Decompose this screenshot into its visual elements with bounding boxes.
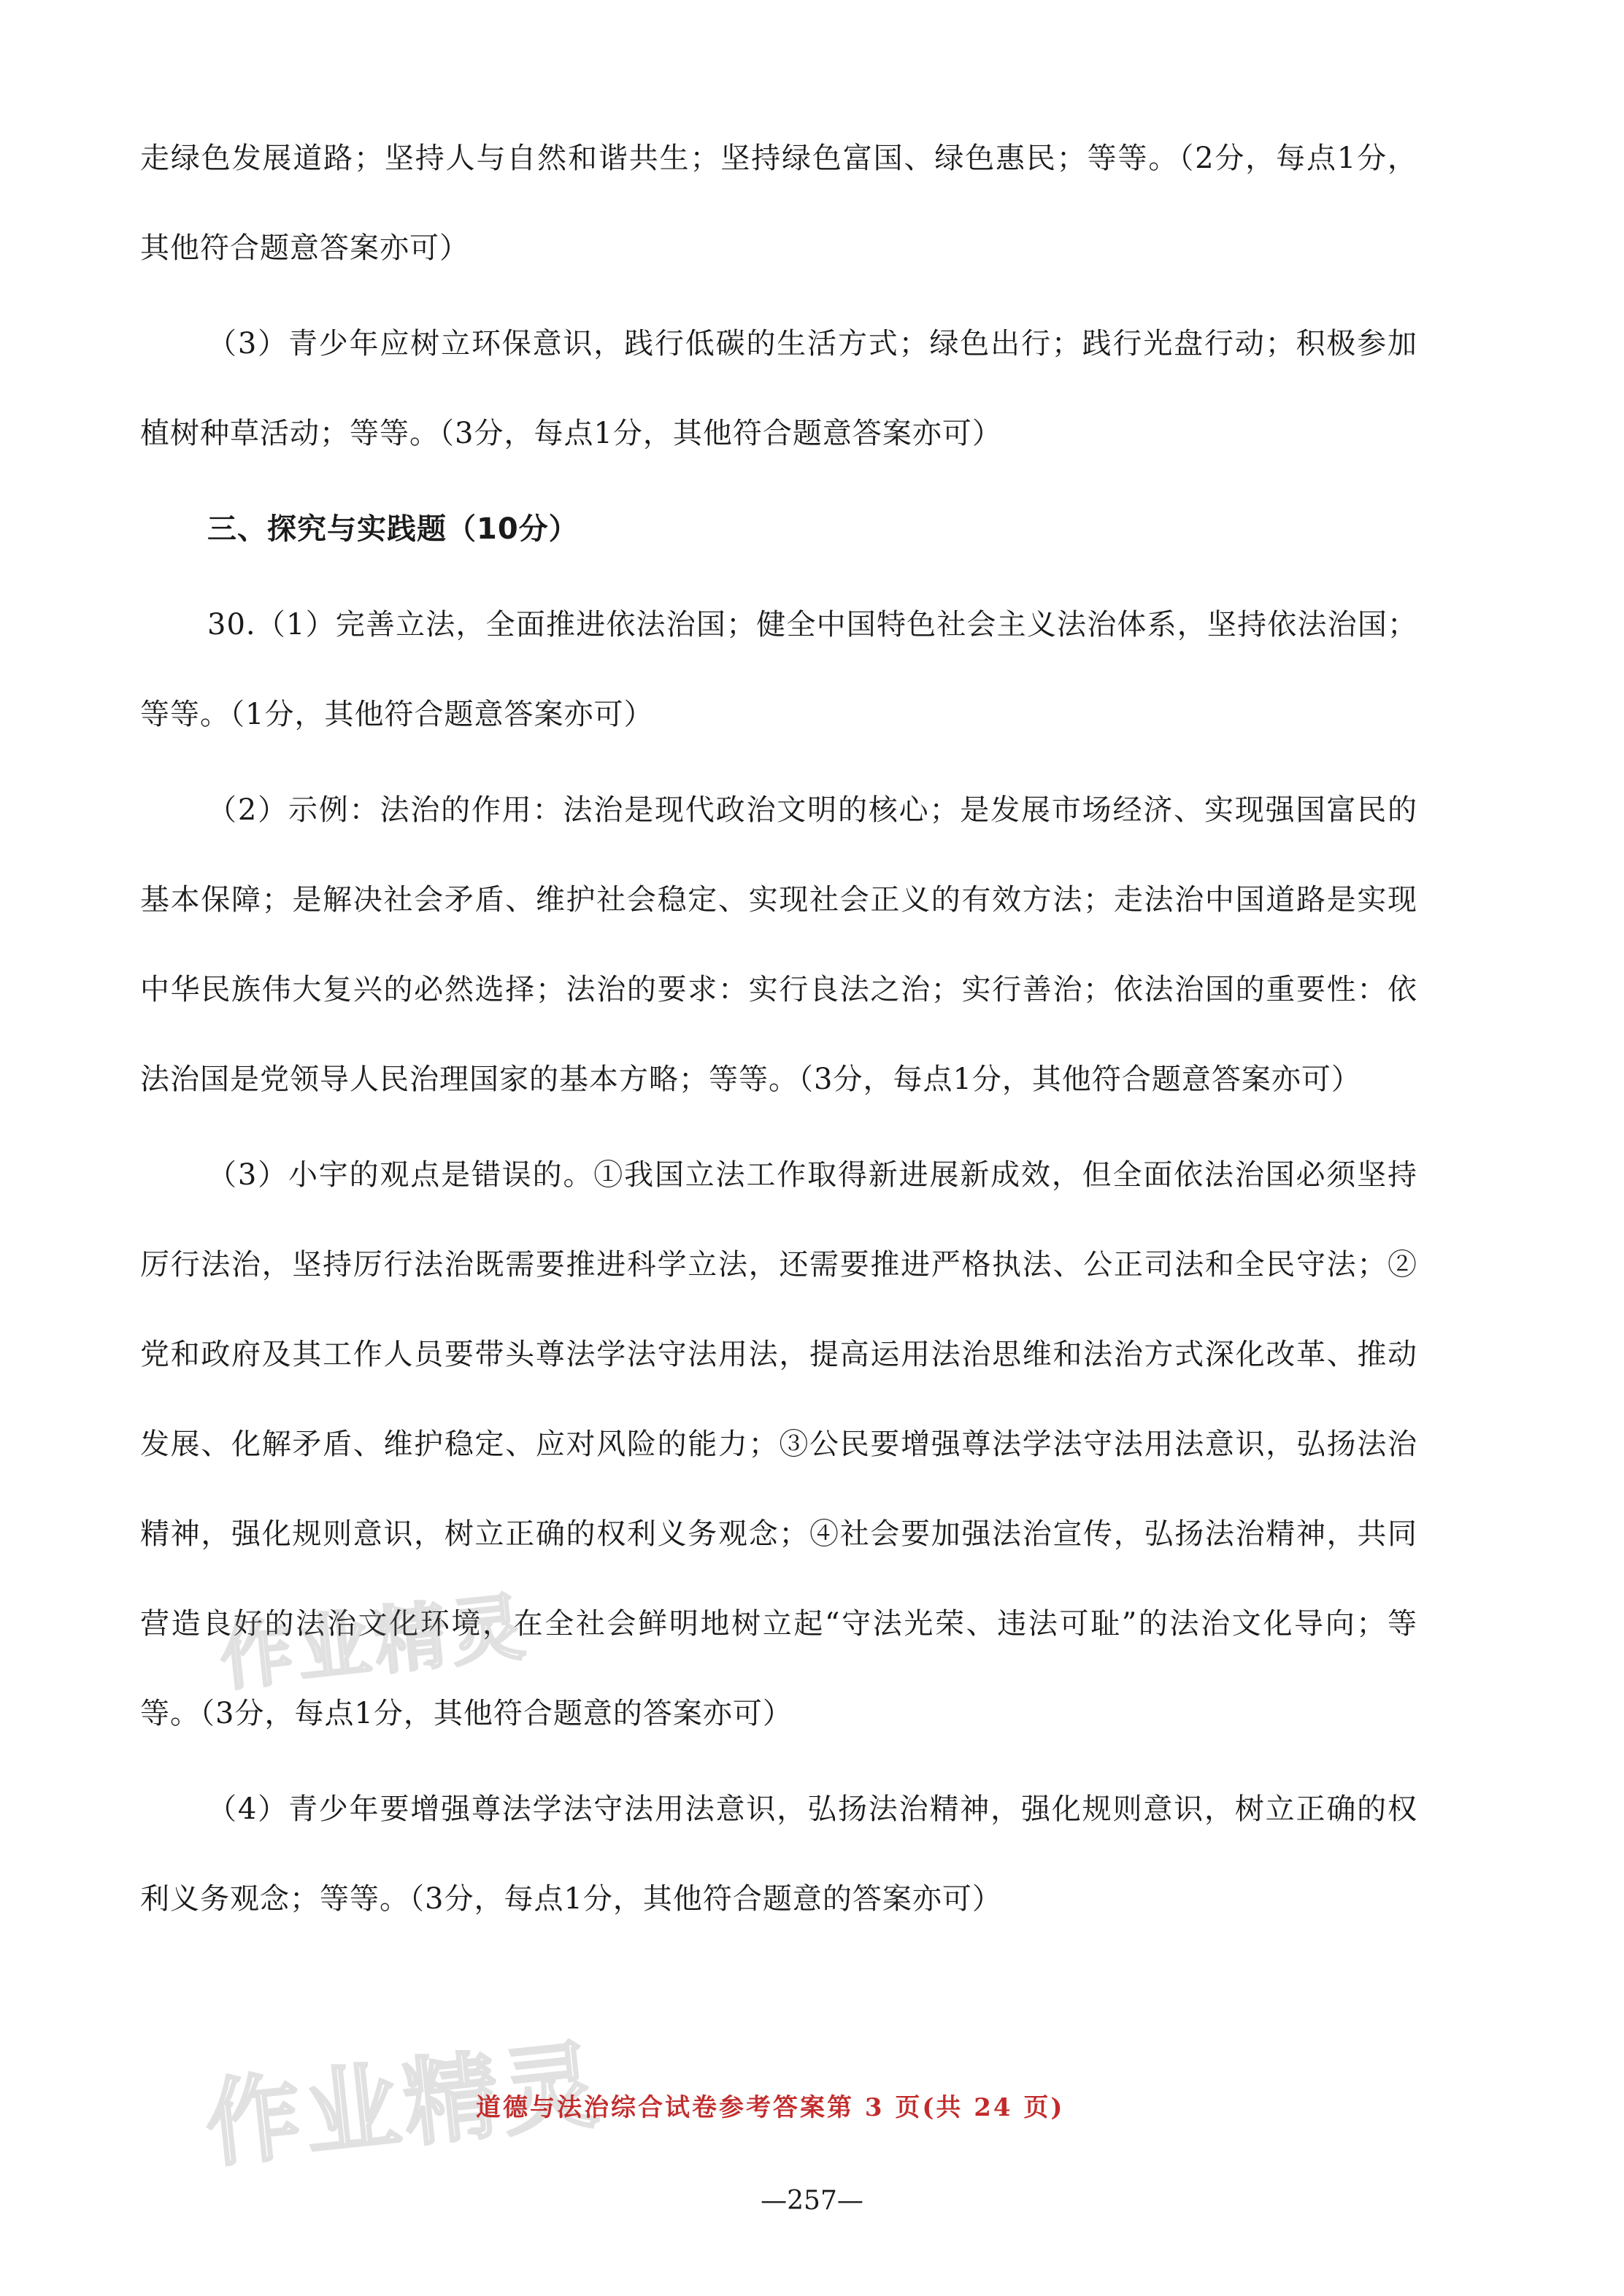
page-body bbox=[140, 114, 1417, 1950]
answer-30-2: （2）示例：法治的作用：法治是现代政治文明的核心；是发展市场经济、实现强国富民的基本保障；是解决社会矛盾、维护社会稳定、实现社会正义的有效方法；走法治中国道路是实现中华民族伟大复兴的必然选择；法治的要求：实行良法之治；实行善治；依法治国的重要性：依法治国是党领导人民治理国家的基本方略；等等。（3分，每点1分，其他符合题意答案亦可） bbox=[140, 793, 1417, 1096]
answer-30-4: （4）青少年要增强尊法学法守法用法意识，弘扬法治精神，强化规则意识，树立正确的权利义务观念；等等。（3分，每点1分，其他符合题意的答案亦可） bbox=[140, 1792, 1417, 1916]
answer-paragraph-continuation: 走绿色发展道路；坚持人与自然和谐共生；坚持绿色富国、绿色惠民；等等。（2分，每点1分，其他符合题意答案亦可） bbox=[140, 142, 1417, 265]
answer-30-3: （3）小宇的观点是错误的。①我国立法工作取得新进展新成效，但全面依法治国必须坚持厉行法治，坚持厉行法治既需要推进科学立法，还需要推进严格执法、公正司法和全民守法；②党和政府及其工作人员要带头尊法学法守法用法，提高运用法治思维和法治方式深化改革、推动发展、化解矛盾、维护稳定、应对风险的能力；③公民要增强尊法学法守法用法意识，弘扬法治精神，强化规则意识，树立正确的权利义务观念；④社会要加强法治宣传，弘扬法治精神，共同营造良好的法治文化环境，在全社会鲜明地树立起“守法光荣、违法可耻”的法治文化导向；等等。（3分，每点1分，其他符合题意的答案亦可） bbox=[140, 1158, 1417, 1730]
section-heading: 三、探究与实践题（10分） bbox=[207, 512, 579, 546]
footer-title: 道德与法治综合试卷参考答案第 3 页(共 24 页) bbox=[476, 2093, 1065, 2122]
answer-paragraph-29-3: （3）青少年应树立环保意识，践行低碳的生活方式；绿色出行；践行光盘行动；积极参加植树种草活动；等等。（3分，每点1分，其他符合题意答案亦可） bbox=[140, 327, 1417, 450]
page-number: —257— bbox=[761, 2186, 863, 2216]
answer-30-1: 30.（1）完善立法，全面推进依法治国；健全中国特色社会主义法治体系，坚持依法治国；等等。（1分，其他符合题意答案亦可） bbox=[140, 608, 1417, 731]
watermark-logo: 作业精灵 bbox=[200, 2028, 607, 2181]
watermark-logo: 作业精灵 bbox=[215, 1584, 533, 1701]
